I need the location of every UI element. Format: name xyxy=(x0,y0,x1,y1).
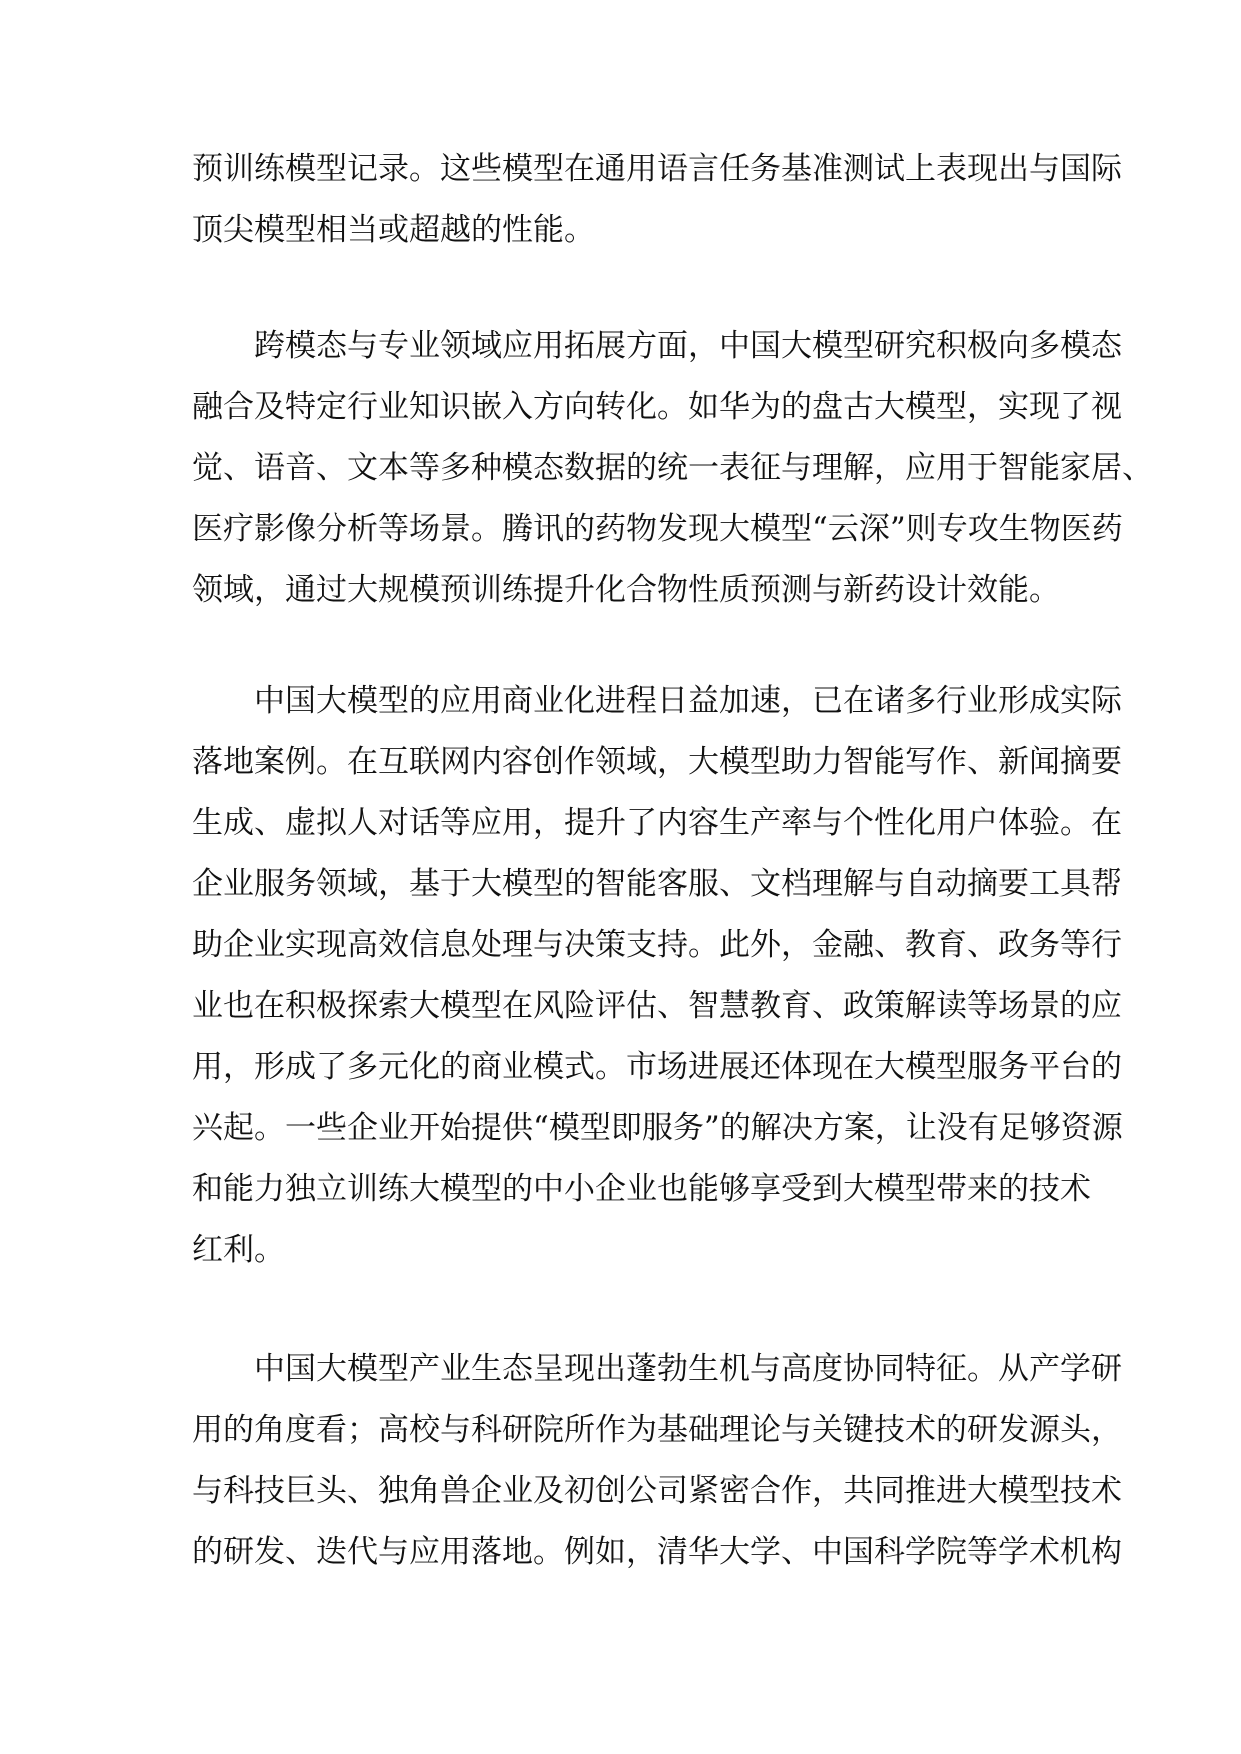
paragraph-1-line-2: 顶尖模型相当或超越的性能。 xyxy=(192,212,595,248)
paragraph-3-line-5: 助企业实现高效信息处理与决策支持。此外，金融、教育、政务等行 xyxy=(192,927,1122,963)
paragraph-4-line-3: 与科技巨头、独角兽企业及初创公司紧密合作，共同推进大模型技术 xyxy=(192,1473,1122,1509)
paragraph-2-line-2: 融合及特定行业知识嵌入方向转化。如华为的盘古大模型，实现了视 xyxy=(192,389,1122,425)
paragraph-2-line-5: 领域，通过大规模预训练提升化合物性质预测与新药设计效能。 xyxy=(192,572,1060,608)
paragraph-4-line-4: 的研发、迭代与应用落地。例如，清华大学、中国科学院等学术机构 xyxy=(192,1534,1122,1570)
paragraph-4 xyxy=(192,1339,1122,1583)
paragraph-1-line-1: 预训练模型记录。这些模型在通用语言任务基准测试上表现出与国际 xyxy=(192,151,1122,187)
paragraph-3-line-6: 业也在积极探索大模型在风险评估、智慧教育、政策解读等场景的应 xyxy=(192,988,1122,1024)
paragraph-3-line-9: 和能力独立训练大模型的中小企业也能够享受到大模型带来的技术 xyxy=(192,1171,1091,1207)
paragraph-3-line-1: 中国大模型的应用商业化进程日益加速，已在诸多行业形成实际 xyxy=(254,683,1122,719)
paragraph-1 xyxy=(192,139,1122,261)
paragraph-3-line-4: 企业服务领域，基于大模型的智能客服、文档理解与自动摘要工具帮 xyxy=(192,866,1122,902)
paragraph-4-line-2: 用的角度看；高校与科研院所作为基础理论与关键技术的研发源头， xyxy=(192,1412,1122,1448)
paragraph-3-line-8: 兴起。一些企业开始提供“模型即服务”的解决方案，让没有足够资源 xyxy=(192,1110,1123,1146)
paragraph-3-line-7: 用，形成了多元化的商业模式。市场进展还体现在大模型服务平台的 xyxy=(192,1049,1122,1085)
paragraph-2-line-3: 觉、语音、文本等多种模态数据的统一表征与理解，应用于智能家居、 xyxy=(192,450,1153,486)
paragraph-3-line-10: 红利。 xyxy=(192,1232,285,1268)
paragraph-3-line-2: 落地案例。在互联网内容创作领域，大模型助力智能写作、新闻摘要 xyxy=(192,744,1122,780)
paragraph-4-line-1: 中国大模型产业生态呈现出蓬勃生机与高度协同特征。从产学研 xyxy=(254,1351,1122,1387)
paragraph-2-line-1: 跨模态与专业领域应用拓展方面，中国大模型研究积极向多模态 xyxy=(254,328,1122,364)
paragraph-2 xyxy=(192,316,1153,621)
paragraph-3 xyxy=(192,671,1123,1281)
paragraph-3-line-3: 生成、虚拟人对话等应用，提升了内容生产率与个性化用户体验。在 xyxy=(192,805,1122,841)
paragraph-2-line-4: 医疗影像分析等场景。腾讯的药物发现大模型“云深”则专攻生物医药 xyxy=(192,511,1123,547)
